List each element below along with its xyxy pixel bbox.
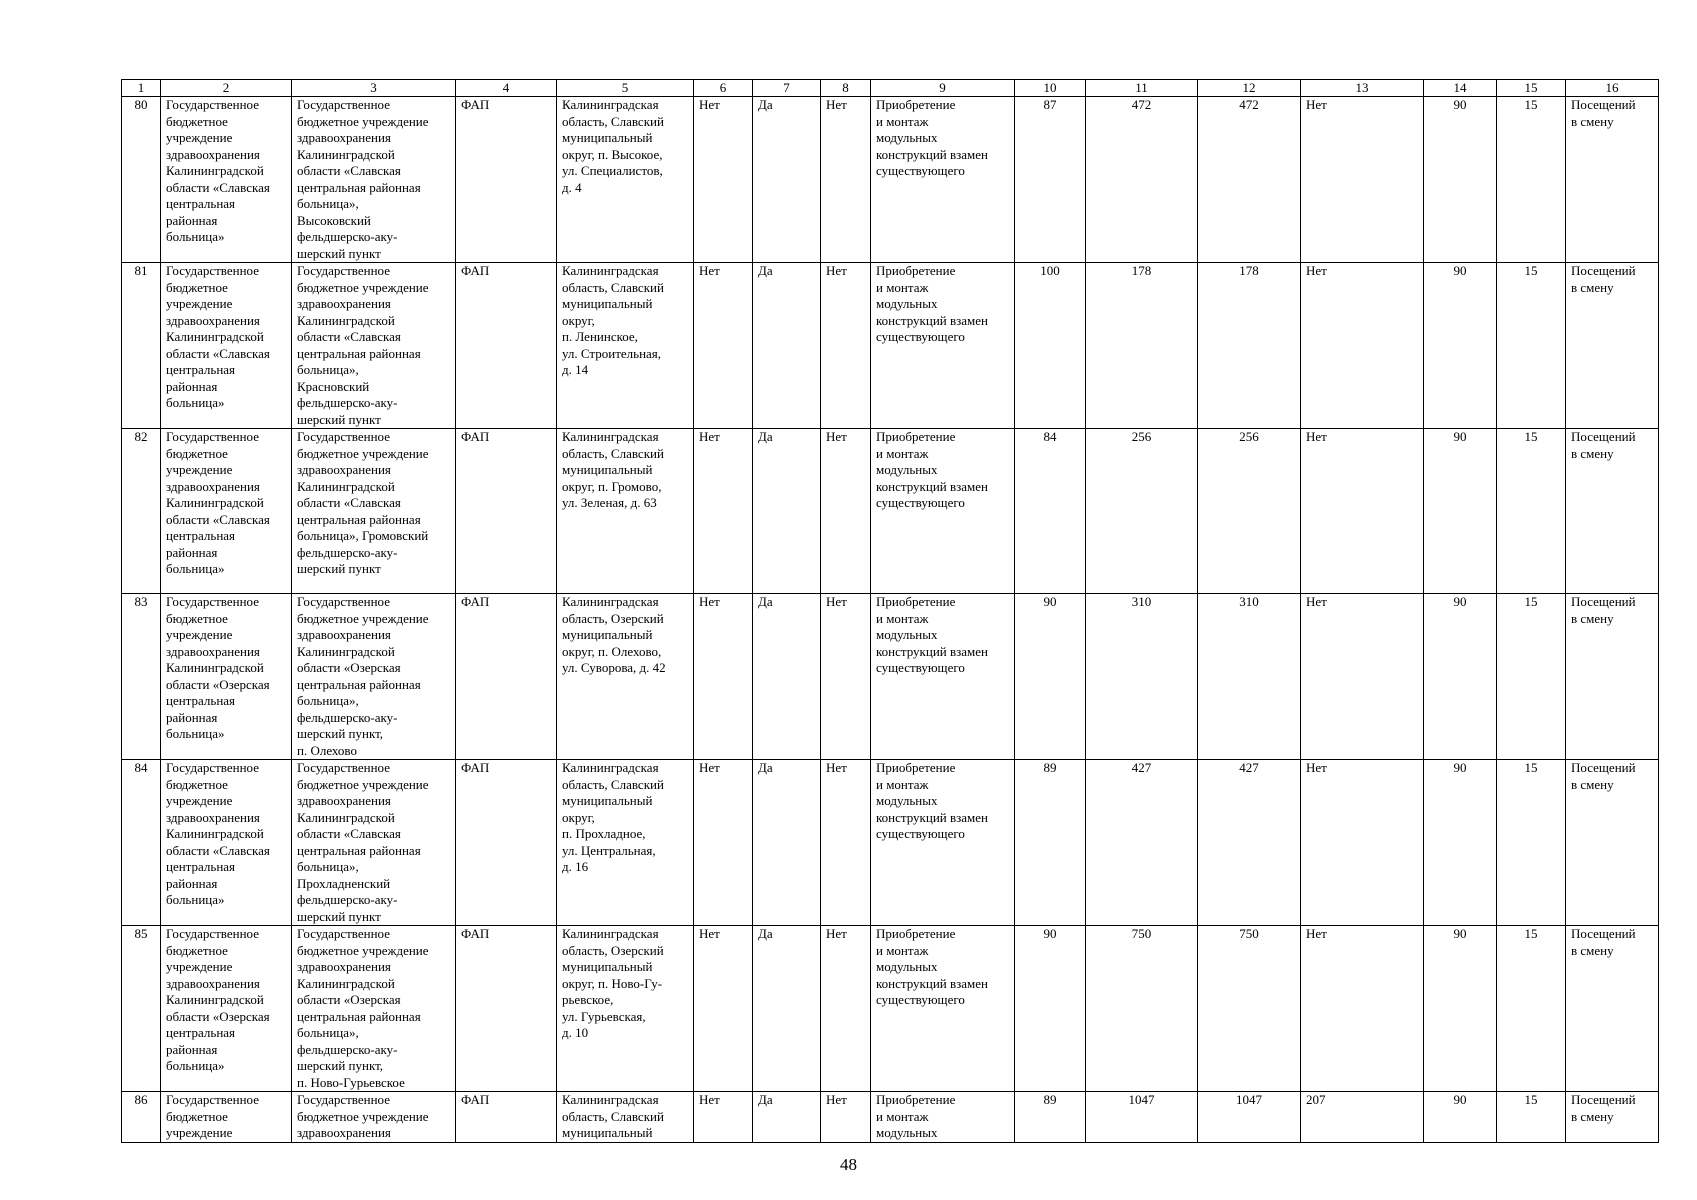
header-cell: 8 — [821, 80, 871, 97]
table-cell-col-7: Да — [753, 263, 821, 429]
table-cell-col-5: Калининградская область, Славский муниципальный — [557, 1092, 694, 1143]
table-cell-col-16: Посещений в смену — [1566, 594, 1659, 760]
table-cell-col-8: Нет — [821, 1092, 871, 1143]
table-cell-col-11: 750 — [1086, 926, 1198, 1092]
table-cell-col-9: Приобретение и монтаж модульных конструкций взамен существующего — [871, 760, 1015, 926]
table-cell-col-7: Да — [753, 1092, 821, 1143]
table-cell-col-10: 89 — [1015, 1092, 1086, 1143]
table-cell-col-6: Нет — [694, 97, 753, 263]
table-cell-col-5: Калининградская область, Славский муниципальный округ, п. Высокое, ул. Специалистов, д. 4 — [557, 97, 694, 263]
table-cell-col-13: Нет — [1301, 926, 1424, 1092]
table-cell-col-2: Государственное бюджетное учреждение здравоохранения Калининградской области «Озерская центральная районная больница» — [161, 926, 292, 1092]
page-number: 48 — [840, 1155, 857, 1174]
table-cell-col-9: Приобретение и монтаж модульных конструкций взамен существующего — [871, 926, 1015, 1092]
table-row — [122, 97, 1659, 263]
table-cell-col-6: Нет — [694, 429, 753, 594]
table-row — [122, 926, 1659, 1092]
table-cell-col-6: Нет — [694, 926, 753, 1092]
table-cell-col-7: Да — [753, 429, 821, 594]
table-cell-col-8: Нет — [821, 760, 871, 926]
table-cell-col-10: 90 — [1015, 594, 1086, 760]
table-cell-col-10: 100 — [1015, 263, 1086, 429]
table-cell-col-16: Посещений в смену — [1566, 926, 1659, 1092]
table-cell-col-2: Государственное бюджетное учреждение — [161, 1092, 292, 1143]
table-cell-col-5: Калининградская область, Озерский муниципальный округ, п. Олехово, ул. Суворова, д. 42 — [557, 594, 694, 760]
table-cell-col-1: 80 — [122, 97, 161, 263]
table-cell-col-4: ФАП — [456, 926, 557, 1092]
table-cell-col-3: Государственное бюджетное учреждение здравоохранения Калининградской области «Славская центральная районная больница», Красновский фельдшерско-аку- шерский пункт — [292, 263, 456, 429]
table-cell-col-3: Государственное бюджетное учреждение здравоохранения Калининградской области «Озерская центральная районная больница», фельдшерско-аку- шерский пункт, п. Ново-Гурьевское — [292, 926, 456, 1092]
table-cell-col-7: Да — [753, 926, 821, 1092]
table-cell-col-10: 87 — [1015, 97, 1086, 263]
table-cell-col-8: Нет — [821, 97, 871, 263]
table-cell-col-9: Приобретение и монтаж модульных конструкций взамен существующего — [871, 429, 1015, 594]
table-cell-col-8: Нет — [821, 926, 871, 1092]
table-cell-col-5: Калининградская область, Славский муниципальный округ, п. Громово, ул. Зеленая, д. 63 — [557, 429, 694, 594]
table-cell-col-13: Нет — [1301, 760, 1424, 926]
table-cell-col-5: Калининградская область, Славский муниципальный округ, п. Ленинское, ул. Строительная, д. 14 — [557, 263, 694, 429]
table-cell-col-4: ФАП — [456, 1092, 557, 1143]
header-cell: 7 — [753, 80, 821, 97]
table-cell-col-13: Нет — [1301, 263, 1424, 429]
table-cell-col-1: 81 — [122, 263, 161, 429]
table-cell-col-1: 82 — [122, 429, 161, 594]
header-cell: 5 — [557, 80, 694, 97]
table-cell-col-2: Государственное бюджетное учреждение здравоохранения Калининградской области «Славская центральная районная больница» — [161, 760, 292, 926]
table-cell-col-15: 15 — [1497, 263, 1566, 429]
table-cell-col-1: 85 — [122, 926, 161, 1092]
table-cell-col-6: Нет — [694, 760, 753, 926]
table-cell-col-15: 15 — [1497, 760, 1566, 926]
table-cell-col-6: Нет — [694, 594, 753, 760]
table-row — [122, 594, 1659, 760]
table-cell-col-13: Нет — [1301, 594, 1424, 760]
table-cell-col-11: 472 — [1086, 97, 1198, 263]
table-cell-col-12: 256 — [1198, 429, 1301, 594]
table-cell-col-5: Калининградская область, Озерский муниципальный округ, п. Ново-Гу- рьевское, ул. Гурьевская, д. 10 — [557, 926, 694, 1092]
table-cell-col-11: 310 — [1086, 594, 1198, 760]
table-cell-col-12: 178 — [1198, 263, 1301, 429]
table-cell-col-11: 427 — [1086, 760, 1198, 926]
table-cell-col-1: 86 — [122, 1092, 161, 1143]
table-cell-col-11: 1047 — [1086, 1092, 1198, 1143]
table-cell-col-14: 90 — [1424, 97, 1497, 263]
table-cell-col-14: 90 — [1424, 263, 1497, 429]
table-cell-col-16: Посещений в смену — [1566, 760, 1659, 926]
header-cell: 10 — [1015, 80, 1086, 97]
table-cell-col-15: 15 — [1497, 97, 1566, 263]
table-row — [122, 429, 1659, 594]
table-cell-col-1: 83 — [122, 594, 161, 760]
table-cell-col-9: Приобретение и монтаж модульных конструкций взамен существующего — [871, 594, 1015, 760]
table-cell-col-4: ФАП — [456, 429, 557, 594]
table-cell-col-4: ФАП — [456, 594, 557, 760]
header-cell: 14 — [1424, 80, 1497, 97]
table-cell-col-16: Посещений в смену — [1566, 429, 1659, 594]
table-cell-col-14: 90 — [1424, 926, 1497, 1092]
table-cell-col-2: Государственное бюджетное учреждение здравоохранения Калининградской области «Озерская центральная районная больница» — [161, 594, 292, 760]
table-cell-col-14: 90 — [1424, 594, 1497, 760]
table-cell-col-5: Калининградская область, Славский муниципальный округ, п. Прохладное, ул. Центральная, д. 16 — [557, 760, 694, 926]
header-cell: 2 — [161, 80, 292, 97]
table-cell-col-2: Государственное бюджетное учреждение здравоохранения Калининградской области «Славская центральная районная больница» — [161, 429, 292, 594]
table-cell-col-7: Да — [753, 594, 821, 760]
table-cell-col-12: 310 — [1198, 594, 1301, 760]
table-cell-col-11: 256 — [1086, 429, 1198, 594]
table-body — [122, 97, 1659, 1143]
table-cell-col-11: 178 — [1086, 263, 1198, 429]
table-cell-col-3: Государственное бюджетное учреждение здравоохранения Калининградской области «Славская центральная районная больница», Громовский фельдшерско-аку- шерский пункт — [292, 429, 456, 594]
data-table — [121, 79, 1659, 1143]
table-cell-col-7: Да — [753, 97, 821, 263]
table-cell-col-4: ФАП — [456, 760, 557, 926]
table-cell-col-2: Государственное бюджетное учреждение здравоохранения Калининградской области «Славская центральная районная больница» — [161, 97, 292, 263]
table-cell-col-9: Приобретение и монтаж модульных конструкций взамен существующего — [871, 97, 1015, 263]
table-cell-col-7: Да — [753, 760, 821, 926]
table-cell-col-12: 472 — [1198, 97, 1301, 263]
table-cell-col-8: Нет — [821, 429, 871, 594]
table-cell-col-3: Государственное бюджетное учреждение здравоохранения — [292, 1092, 456, 1143]
table-cell-col-4: ФАП — [456, 263, 557, 429]
table-cell-col-8: Нет — [821, 263, 871, 429]
header-cell: 3 — [292, 80, 456, 97]
table-cell-col-16: Посещений в смену — [1566, 1092, 1659, 1143]
header-cell: 16 — [1566, 80, 1659, 97]
table-cell-col-10: 89 — [1015, 760, 1086, 926]
table-cell-col-14: 90 — [1424, 760, 1497, 926]
table-cell-col-15: 15 — [1497, 1092, 1566, 1143]
table-cell-col-6: Нет — [694, 263, 753, 429]
header-cell: 6 — [694, 80, 753, 97]
table-cell-col-12: 1047 — [1198, 1092, 1301, 1143]
header-cell: 11 — [1086, 80, 1198, 97]
table-cell-col-12: 427 — [1198, 760, 1301, 926]
table-cell-col-10: 90 — [1015, 926, 1086, 1092]
header-cell: 12 — [1198, 80, 1301, 97]
header-cell: 1 — [122, 80, 161, 97]
table-cell-col-3: Государственное бюджетное учреждение здравоохранения Калининградской области «Славская центральная районная больница», Прохладненский фельдшерско-аку- шерский пункт — [292, 760, 456, 926]
table-cell-col-6: Нет — [694, 1092, 753, 1143]
table-cell-col-15: 15 — [1497, 429, 1566, 594]
table-cell-col-9: Приобретение и монтаж модульных — [871, 1092, 1015, 1143]
table-row — [122, 760, 1659, 926]
header-cell: 9 — [871, 80, 1015, 97]
table-cell-col-14: 90 — [1424, 1092, 1497, 1143]
table-cell-col-12: 750 — [1198, 926, 1301, 1092]
table-row — [122, 263, 1659, 429]
table-cell-col-13: 207 — [1301, 1092, 1424, 1143]
header-cell: 4 — [456, 80, 557, 97]
table-cell-col-8: Нет — [821, 594, 871, 760]
table-row — [122, 1092, 1659, 1143]
table-cell-col-16: Посещений в смену — [1566, 97, 1659, 263]
table-cell-col-15: 15 — [1497, 594, 1566, 760]
table-cell-col-16: Посещений в смену — [1566, 263, 1659, 429]
header-cell: 13 — [1301, 80, 1424, 97]
table-cell-col-2: Государственное бюджетное учреждение здравоохранения Калининградской области «Славская центральная районная больница» — [161, 263, 292, 429]
table-cell-col-13: Нет — [1301, 429, 1424, 594]
table-cell-col-15: 15 — [1497, 926, 1566, 1092]
table-cell-col-13: Нет — [1301, 97, 1424, 263]
table-cell-col-4: ФАП — [456, 97, 557, 263]
table-cell-col-9: Приобретение и монтаж модульных конструкций взамен существующего — [871, 263, 1015, 429]
header-row — [122, 80, 1659, 97]
table-cell-col-3: Государственное бюджетное учреждение здравоохранения Калининградской области «Славская центральная районная больница», Высоковский фельдшерско-аку- шерский пункт — [292, 97, 456, 263]
table-cell-col-1: 84 — [122, 760, 161, 926]
header-cell: 15 — [1497, 80, 1566, 97]
table-cell-col-14: 90 — [1424, 429, 1497, 594]
table-cell-col-3: Государственное бюджетное учреждение здравоохранения Калининградской области «Озерская центральная районная больница», фельдшерско-аку- шерский пункт, п. Олехово — [292, 594, 456, 760]
table-cell-col-10: 84 — [1015, 429, 1086, 594]
